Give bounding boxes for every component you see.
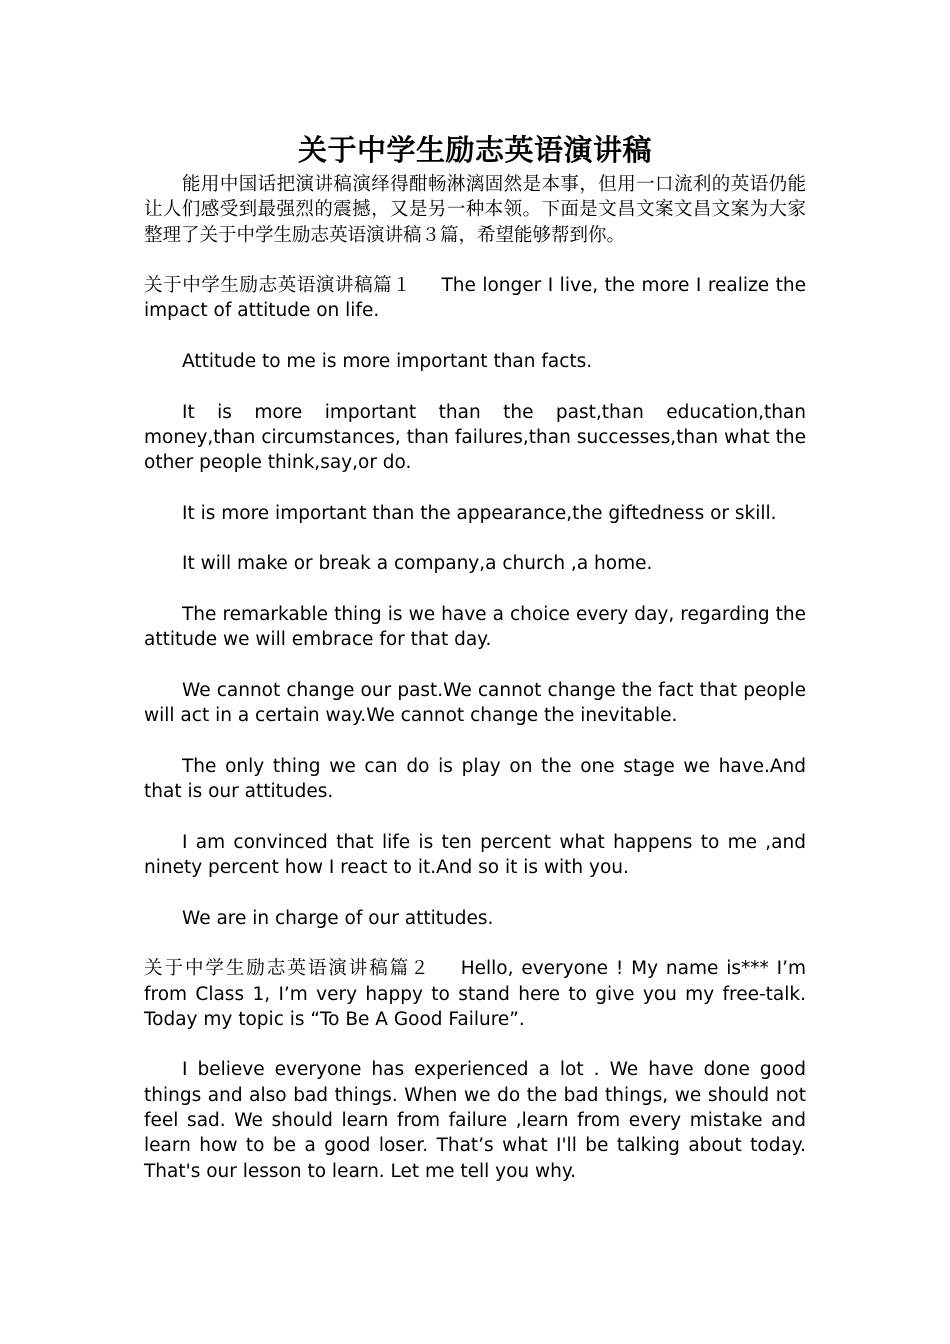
body-paragraph: We are in charge of our attitudes. bbox=[182, 907, 494, 929]
body-paragraph: The only thing we can do is play on the one stage we have.And that is our attitudes. bbox=[144, 755, 806, 803]
body-paragraph: It is more important than the appearance,the giftedness or skill. bbox=[182, 502, 777, 524]
document-page bbox=[144, 128, 806, 1209]
body-paragraph: I am convinced that life is ten percent what happens to me ,and ninety percent how I react to it.And so it is with you. bbox=[144, 831, 806, 879]
body-paragraph: It is more important than the past,than education,than money,than circumstances, than failures,than successes,than what the other people think,say,or do. bbox=[144, 401, 806, 474]
body-paragraph: The remarkable thing is we have a choice every day, regarding the attitude we will embrace for that day. bbox=[144, 604, 806, 651]
document-title: 关于中学生励志英语演讲稿 bbox=[297, 133, 652, 167]
body-paragraph: It will make or break a company,a church ,a home. bbox=[182, 553, 653, 575]
section-2-label: 关于中学生励志英语演讲稿篇２ bbox=[144, 958, 431, 980]
body-paragraph: Attitude to me is more important than facts. bbox=[182, 351, 593, 373]
intro-paragraph: 能用中国话把演讲稿演绎得酣畅淋漓固然是本事，但用一口流利的英语仍能让人们感受到最强烈的震撼，又是另一种本领。下面是文昌文案文昌文案为大家整理了关于中学生励志英语演讲稿３篇，希望能够帮到你。 bbox=[144, 174, 806, 246]
section-2-first-text: Hello, everyone ! My name is*** I’m from Class 1, I’m very happy to stand here to give you my free-talk. Today my topic is “To Be A Good Failure”. bbox=[144, 958, 806, 1030]
section-1-first-text: The longer I live, the more I realize the impact of attitude on life. bbox=[144, 275, 806, 322]
body-paragraph: We cannot change our past.We cannot change the fact that people will act in a certain way.We cannot change the inevitable. bbox=[144, 679, 806, 727]
body-paragraph: I believe everyone has experienced a lot . We have done good things and also bad things. When we do the bad things, we should not feel sad. We should learn from failure ,learn from every mistake and learn how to be a good loser. That’s what I'll be talking about today. That's our lesson to learn. Let me tell you why. bbox=[144, 1059, 806, 1182]
section-1-first-paragraph bbox=[144, 273, 806, 324]
section-1-label: 关于中学生励志英语演讲稿篇１ bbox=[144, 275, 412, 297]
section-2-first-paragraph bbox=[144, 956, 806, 1032]
